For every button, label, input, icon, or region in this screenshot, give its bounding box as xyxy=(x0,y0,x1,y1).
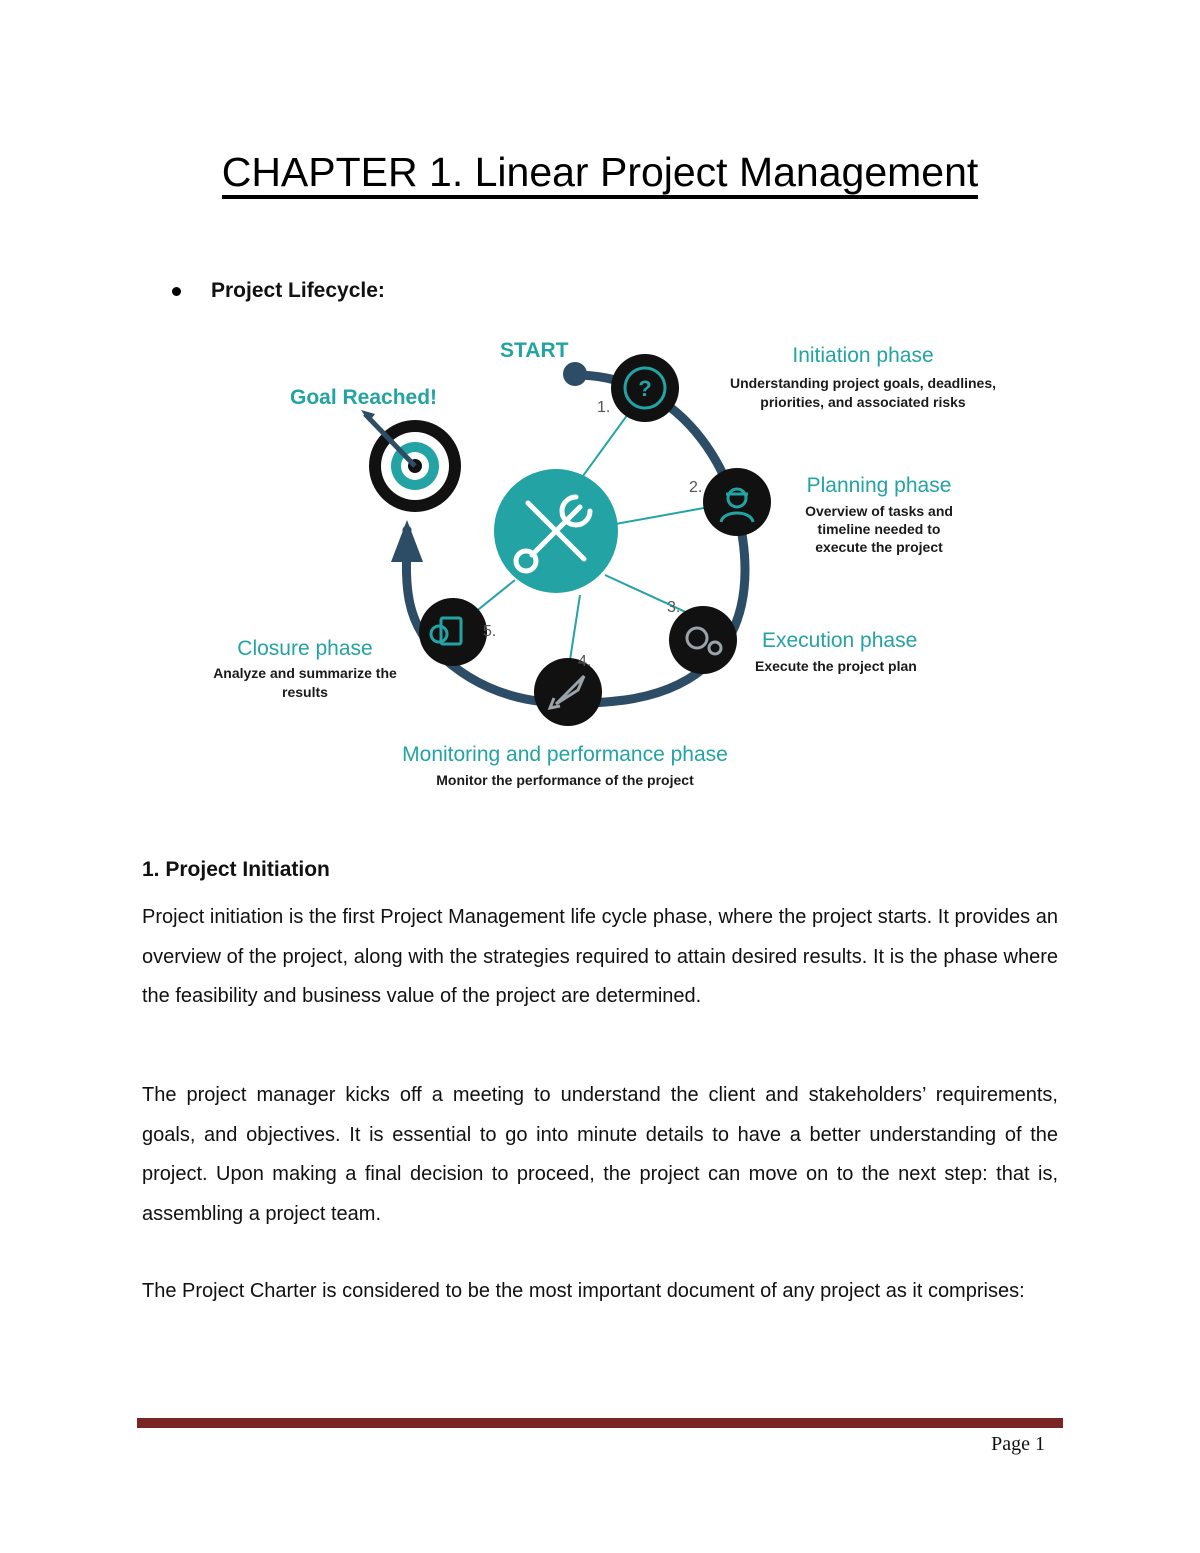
paragraph-2: The project manager kicks off a meeting to understand the client and stakeholders’ requirements, goals, and objectives. It is essential to go into minute details to have a better understanding of the project. Upon making a final decision to proceed, the project can move on to the next step: that is, assembling a project team. xyxy=(142,1084,1058,1225)
footer-rule xyxy=(137,1418,1063,1428)
start-dot xyxy=(563,362,587,386)
planning-desc-1: Overview of tasks and xyxy=(805,503,953,519)
phase-node-3 xyxy=(669,606,737,674)
phase-node-1 xyxy=(611,354,679,422)
goal-label: Goal Reached! xyxy=(290,386,438,409)
question-icon: ? xyxy=(638,376,652,401)
project-lifecycle-diagram xyxy=(185,330,1045,800)
start-label: START xyxy=(500,339,569,362)
paragraph-3: The Project Charter is considered to be the most important document of any project as it comprises: xyxy=(142,1280,1025,1302)
arrow-head-icon xyxy=(391,520,423,562)
closure-title: Closure phase xyxy=(237,637,373,660)
phase-number-2: 2. xyxy=(689,479,703,496)
center-hub xyxy=(494,469,618,593)
section-heading-project-initiation: 1. Project Initiation xyxy=(142,858,330,881)
page-number: Page 1 xyxy=(991,1433,1045,1455)
bullet-icon xyxy=(172,287,181,296)
lifecycle-bullet-label: Project Lifecycle: xyxy=(211,279,385,302)
closure-desc-2: results xyxy=(282,684,328,700)
chapter-title xyxy=(0,148,1200,196)
phase-number-4: 4. xyxy=(578,653,592,670)
closure-desc-1: Analyze and summarize the xyxy=(213,665,397,681)
planning-desc-2: timeline needed to xyxy=(817,521,941,537)
paragraph-1: Project initiation is the first Project Management life cycle phase, where the project starts. It provides an overview of the project, along with the strategies required to attain desired results. It is the phase where the feasibility and business value of the project are determined. xyxy=(142,906,1058,1007)
goal-target xyxy=(361,410,461,512)
phase-number-5: 5. xyxy=(483,623,497,640)
initiation-desc-2: priorities, and associated risks xyxy=(760,394,966,410)
execution-title: Execution phase xyxy=(762,629,918,652)
initiation-title: Initiation phase xyxy=(792,344,934,367)
monitoring-title: Monitoring and performance phase xyxy=(402,743,728,766)
execution-desc-1: Execute the project plan xyxy=(755,658,917,674)
initiation-desc-1: Understanding project goals, deadlines, xyxy=(729,375,997,391)
phase-node-2 xyxy=(703,468,771,536)
phase-node-4 xyxy=(534,658,602,726)
lifecycle-bullet xyxy=(172,279,385,303)
monitoring-desc-1: Monitor the performance of the project xyxy=(436,772,694,788)
chapter-title-text: CHAPTER 1. Linear Project Management xyxy=(222,149,979,199)
phase-node-5 xyxy=(419,598,487,666)
phase-number-3: 3. xyxy=(667,599,681,616)
planning-desc-3: execute the project xyxy=(815,539,943,555)
planning-title: Planning phase xyxy=(806,474,952,497)
phase-number-1: 1. xyxy=(597,399,611,416)
